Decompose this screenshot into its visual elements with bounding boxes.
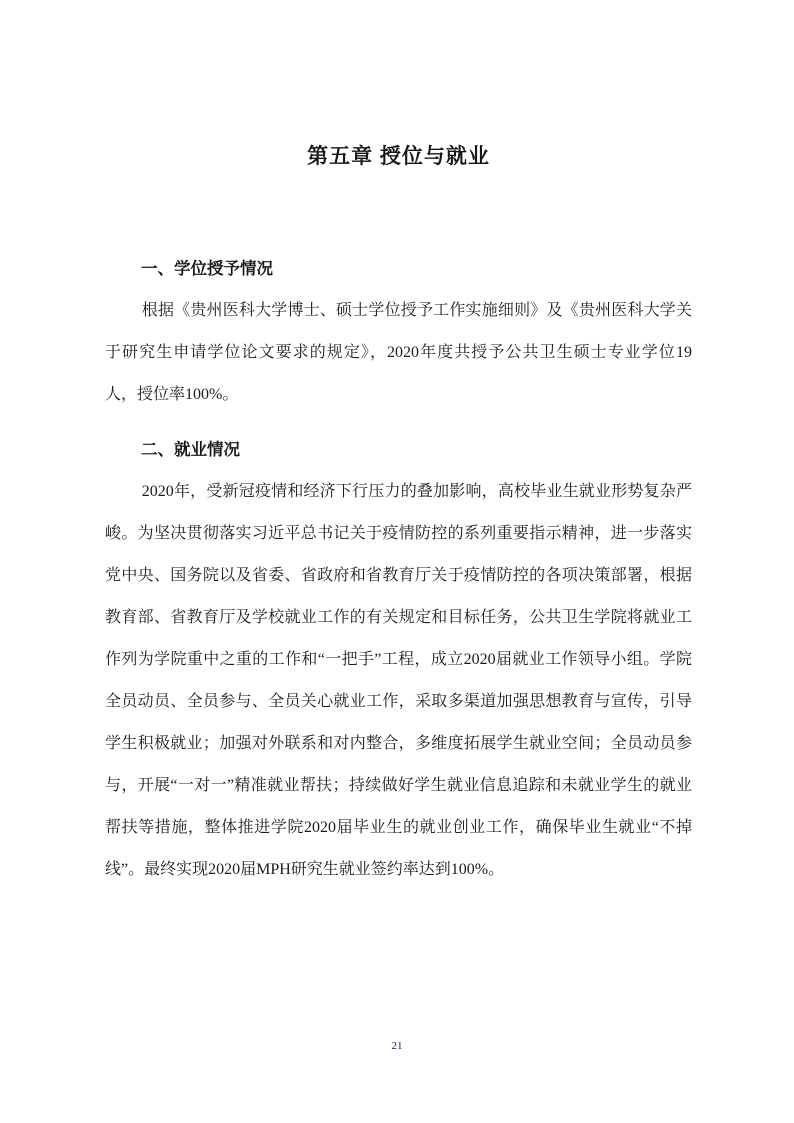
section-heading-degree-conferral: 一、学位授予情况 xyxy=(141,260,273,278)
page-number: 21 xyxy=(391,1040,403,1052)
paragraph-employment: 2020年，受新冠疫情和经济下行压力的叠加影响，高校毕业生就业形势复杂严峻。为坚决贯彻落实习近平总书记关于疫情防控的系列重要指示精神，进一步落实党中央、国务院以及省委、省政府和省教育厅关于疫情防控的各项决策部署，根据教育部、省教育厅及学校就业工作的有关规定和目标任务，公共卫生学院将就业工作列为学院重中之重的工作和“一把手”工程，成立2020届就业工作领导小组。学院全员动员、全员参与、全员关心就业工作，采取多渠道加强思想教育与宣传，引导学生积极就业；加强对外联系和对内整合，多维度拓展学生就业空间；全员动员参与，开展“一对一”精准就业帮扶；持续做好学生就业信息追踪和未就业学生的就业帮扶等措施，整体推进学院2020届毕业生的就业创业工作，确保毕业生就业“不掉线”。最终实现2020届MPH研究生就业签约率达到100%。 xyxy=(105,483,692,878)
page-content xyxy=(105,0,692,891)
section-heading-employment: 二、就业情况 xyxy=(141,441,240,459)
paragraph-degree-conferral: 根据《贵州医科大学博士、硕士学位授予工作实施细则》及《贵州医科大学关于研究生申请学位论文要求的规定》，2020年度共授予公共卫生硕士专业学位19 人，授位率100%。 xyxy=(105,302,692,403)
chapter-title: 第五章 授位与就业 xyxy=(307,145,490,168)
